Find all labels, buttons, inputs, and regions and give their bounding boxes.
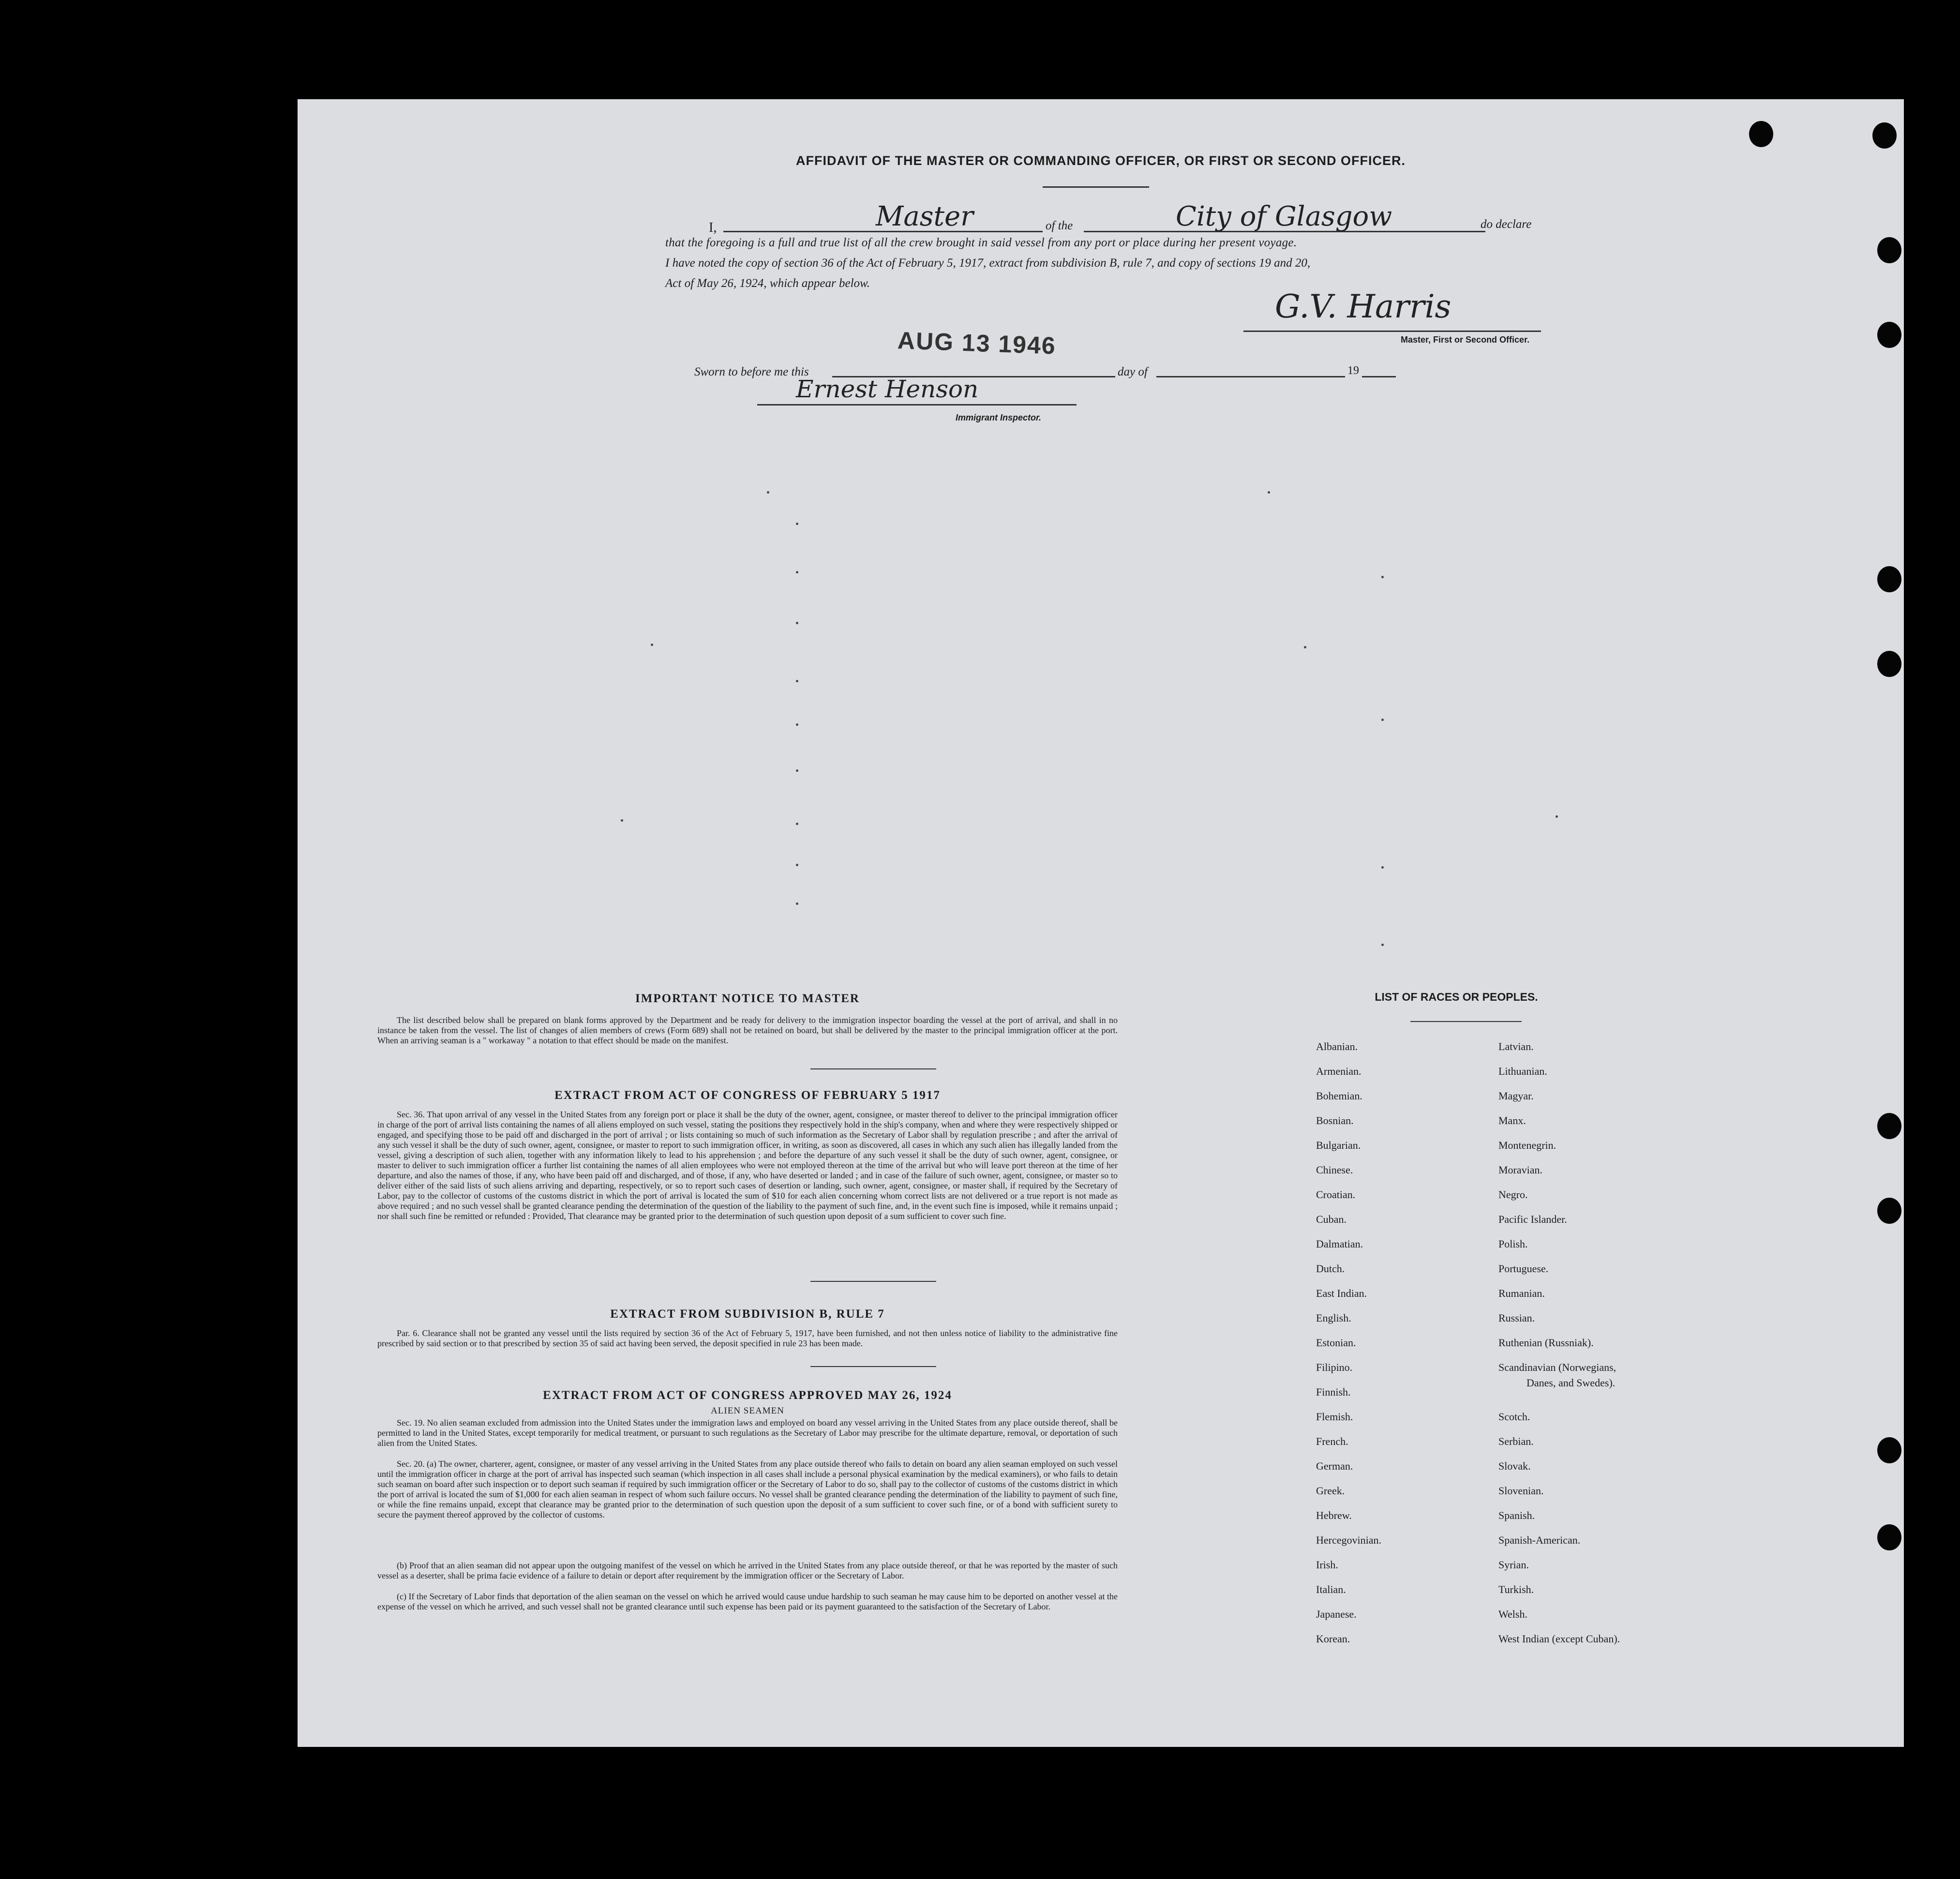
binder-hole xyxy=(1877,322,1901,348)
of-the-label: of the xyxy=(1046,219,1073,232)
inspector-line xyxy=(757,404,1077,406)
affidavit-line-3: Act of May 26, 1924, which appear below. xyxy=(665,277,870,290)
inspector-signature: Ernest Henson xyxy=(796,375,979,403)
binder-hole xyxy=(1877,1113,1901,1139)
race-item: Estonian. xyxy=(1316,1337,1356,1349)
binder-hole xyxy=(1877,651,1901,677)
extract-1917-text: Sec. 36. That upon arrival of any vessel in the United States from any foreign port or place it shall be the duty of the owner, agent, consignee, or master thereof to deliver to the principal immigration officer in charge of the port of arrival lists containing the names of all aliens employed on such vessel, stating the positions they respectively hold in the ship's company, when and where they were respectively shipped or engaged, and specifying those to be paid off and discharged in the port of arrival ; or lists containing so much of such information as the Secretary of Labor shall by regulation prescribe ; and after the arrival of any such vessel it shall be the duty of such owner, agent, consignee, or master to report to such immigration officer, in writing, as soon as discovered, all cases in which any such alien has illegally landed from the vessel, giving a description of such alien, together with any information likely to lead to his apprehension ; and before the departure of any such vessel it shall be the duty of such owner, agent, consignee, or master to deliver to such immigration officer a further list containing the names of all alien employees who were not employed thereon at the time of the arrival but who will leave port thereon at the time of her departure, and also the names of those, if any, who have been paid off and discharged, and of those, if any, who have deserted or landed ; and in case of the failure of such owner, agent, consignee, or master so to deliver either of the said lists of such aliens arriving and departing, respectively, or so to report such cases of desertion or landing, such owner, agent, consignee, or master shall, if required by the Secretary of Labor, pay to the collector of customs of the customs district in which the port of arrival is located the sum of $10 for each alien concerning whom correct lists are not delivered or a true report is not made as above required ; and no such vessel shall be granted clearance pending the determination of the question of the liability to the payment of such fine, and, in the event such fine is imposed, while it remains unpaid ; nor shall such fine be remitted or refunded : Provided, That clearance may be granted prior to the determination of such question upon deposit of a sum sufficient to cover such fine. xyxy=(377,1110,1118,1221)
race-item: Polish. xyxy=(1498,1238,1528,1250)
race-item: Lithuanian. xyxy=(1498,1065,1547,1077)
race-item: Irish. xyxy=(1316,1559,1338,1571)
race-item: Scotch. xyxy=(1498,1411,1530,1423)
do-declare-label: do declare xyxy=(1481,218,1532,231)
sworn-year-line xyxy=(1362,376,1396,377)
race-item: Korean. xyxy=(1316,1633,1350,1645)
print-speck xyxy=(1381,719,1384,721)
extract-1924-subtitle: ALIEN SEAMEN xyxy=(711,1406,784,1416)
binder-hole xyxy=(1877,1524,1901,1550)
race-item: Moravian. xyxy=(1498,1164,1543,1176)
race-item: Cuban. xyxy=(1316,1213,1347,1225)
extract-1924-sec20b: (b) Proof that an alien seaman did not appear upon the outgoing manifest of the vessel on which he arrived in the United States from any place outside thereof, or that he was reported by the master of such vessel as a deserter, shall be prima facie evidence of a failure to detain or deport after requirement by the immigration officer or the Secretary of Labor. xyxy=(377,1561,1118,1580)
race-item: Filipino. xyxy=(1316,1361,1353,1373)
race-item: Greek. xyxy=(1316,1485,1345,1497)
handwritten-vessel: City of Glasgow xyxy=(1176,201,1392,232)
extract-1917-rule xyxy=(810,1281,936,1282)
notice-text: The list described below shall be prepared on blank forms approved by the Department and be ready for delivery to the immigration inspector boarding the vessel at the port of arrival, and shall in no instance be taken from the vessel. The list of changes of alien members of crews (Form 689) shall not be retained on board, but shall be delivered by the master to the principal immigration officer at the port. When an arriving seaman is a " workaway " a notation to that effect should be made on the manifest. xyxy=(377,1015,1118,1045)
print-speck xyxy=(796,571,798,573)
race-item: Slovenian. xyxy=(1498,1485,1544,1497)
binder-hole xyxy=(1749,121,1773,147)
print-speck xyxy=(1556,815,1558,818)
race-item: Chinese. xyxy=(1316,1164,1353,1176)
signature-line xyxy=(1243,331,1541,332)
race-item: Welsh. xyxy=(1498,1608,1527,1620)
master-caption xyxy=(1401,335,1529,345)
print-speck xyxy=(796,622,798,624)
race-item: Croatian. xyxy=(1316,1188,1356,1201)
race-item: English. xyxy=(1316,1312,1351,1324)
race-item: Spanish. xyxy=(1498,1509,1535,1521)
race-item: Rumanian. xyxy=(1498,1287,1545,1299)
year-label: 19 xyxy=(1347,364,1359,377)
print-speck xyxy=(767,491,769,494)
race-item: East Indian. xyxy=(1316,1287,1367,1299)
race-item: Albanian. xyxy=(1316,1040,1358,1052)
rule7-text: Par. 6. Clearance shall not be granted any vessel until the lists required by section 36 of the Act of February 5, 1917, have been furnished, and not then unless notice of liability to the administrative fine prescribed by said section or to that prescribed by section 35 of said act having been served, the deposit specified in rule 23 has been made. xyxy=(377,1328,1118,1348)
race-item: Scandinavian (Norwegians, xyxy=(1498,1361,1616,1373)
race-item: Turkish. xyxy=(1498,1583,1534,1595)
print-speck xyxy=(1268,491,1270,494)
binder-hole xyxy=(1877,1198,1901,1224)
race-item: Dutch. xyxy=(1316,1263,1345,1275)
race-item: Latvian. xyxy=(1498,1040,1534,1052)
master-signature: G.V. Harris xyxy=(1275,288,1451,325)
race-item: Ruthenian (Russniak). xyxy=(1498,1337,1594,1349)
affidavit-line-2: I have noted the copy of section 36 of the Act of February 5, 1917, extract from subdivision B, rule 7, and copy of sections 19 and 20, xyxy=(665,256,1311,270)
race-item: Montenegrin. xyxy=(1498,1139,1556,1151)
binder-hole xyxy=(1877,566,1901,592)
races-title: LIST OF RACES OR PEOPLES. xyxy=(1375,991,1538,1003)
title-rule xyxy=(1043,186,1149,188)
print-speck xyxy=(796,723,798,726)
print-speck xyxy=(1381,866,1384,869)
race-item: Magyar. xyxy=(1498,1090,1534,1102)
race-item: Dalmatian. xyxy=(1316,1238,1363,1250)
extract-1924-sec19: Sec. 19. No alien seaman excluded from admission into the United States under the immigration laws and employed on board any vessel arriving in the United States from any place outside thereof, shall be permitted to land in the United States, except temporarily for medical treatment, or pursuant to such regulations as the Secretary of Labor may prescribe for the ultimate departure, removal, or deportation of such alien from the United States. xyxy=(377,1418,1118,1448)
race-item: Danes, and Swedes). xyxy=(1526,1377,1616,1389)
date-stamp: AUG 13 1946 xyxy=(897,327,1057,360)
race-item: Slovak. xyxy=(1498,1460,1531,1472)
race-item: Italian. xyxy=(1316,1583,1346,1595)
print-speck xyxy=(796,864,798,866)
notice-rule xyxy=(810,1068,936,1069)
print-speck xyxy=(1304,646,1306,648)
race-item: Finnish. xyxy=(1316,1386,1351,1398)
race-item: Portuguese. xyxy=(1498,1263,1549,1275)
print-speck xyxy=(651,644,653,646)
print-speck xyxy=(796,823,798,825)
race-item: Negro. xyxy=(1498,1188,1528,1201)
print-speck xyxy=(796,523,798,525)
print-speck xyxy=(796,902,798,905)
affidavit-title: AFFIDAVIT OF THE MASTER OR COMMANDING OFFICER, OR FIRST OR SECOND OFFICER. xyxy=(796,153,1406,168)
race-item: Russian. xyxy=(1498,1312,1535,1324)
binder-hole xyxy=(1877,1437,1901,1463)
binder-hole xyxy=(1872,122,1897,149)
binder-hole xyxy=(1877,237,1901,263)
race-item: Spanish-American. xyxy=(1498,1534,1581,1546)
race-item: West Indian (except Cuban). xyxy=(1498,1633,1620,1645)
race-item: Syrian. xyxy=(1498,1559,1529,1571)
print-speck xyxy=(796,769,798,772)
day-of-label: day of xyxy=(1118,365,1148,378)
extract-1924-title: EXTRACT FROM ACT OF CONGRESS APPROVED MAY 26, 1924 xyxy=(543,1389,952,1402)
race-item: Bohemian. xyxy=(1316,1090,1362,1102)
race-item: Bulgarian. xyxy=(1316,1139,1361,1151)
sworn-month-line xyxy=(1156,376,1345,377)
race-item: Armenian. xyxy=(1316,1065,1362,1077)
extract-1917-title: EXTRACT FROM ACT OF CONGRESS OF FEBRUARY 5 1917 xyxy=(554,1089,941,1102)
print-speck xyxy=(1381,576,1384,578)
handwritten-role: Master xyxy=(876,201,973,232)
affidavit-line-1: that the foregoing is a full and true list of all the crew brought in said vessel from any port or place during her present voyage. xyxy=(665,236,1297,249)
print-speck xyxy=(796,680,798,682)
affidavit-i: I, xyxy=(709,220,717,235)
rule7-rule xyxy=(810,1366,936,1367)
race-item: Manx. xyxy=(1498,1114,1526,1127)
race-item: Bosnian. xyxy=(1316,1114,1354,1127)
race-item: Flemish. xyxy=(1316,1411,1353,1423)
extract-1924-sec20a: Sec. 20. (a) The owner, charterer, agent, consignee, or master of any vessel arriving in the United States from any place outside thereof who fails to detain on board any alien seaman employed on such vessel until the immigration officer in charge at the port of arrival has inspected such seaman (which inspection in all cases shall include a personal physical examination by the medical examiners), or who fails to detain such seaman on board after such inspection or to deport such seaman if required by such immigration officer or the Secretary of Labor to do so, shall pay to the collector of customs of the customs district in which the port of arrival is located the sum of $1,000 for each alien seaman in respect of whom such failure occurs. No vessel shall be granted clearance pending the determination of the liability to payment of such fine, or while the fine remains unpaid, except that clearance may be granted prior to the determination of such question upon the deposit of a sum sufficient to cover such fine, or of a bond with sufficient surety to secure the payment thereof approved by the collector of customs. xyxy=(377,1459,1118,1519)
races-rule xyxy=(1410,1021,1522,1022)
master-caption-text: Master, First or Second Officer. xyxy=(1401,335,1530,345)
inspector-caption: Immigrant Inspector. xyxy=(956,413,1042,422)
race-item: Pacific Islander. xyxy=(1498,1213,1567,1225)
race-item: Japanese. xyxy=(1316,1608,1357,1620)
race-item: Hercegovinian. xyxy=(1316,1534,1381,1546)
notice-title: IMPORTANT NOTICE TO MASTER xyxy=(635,992,860,1005)
sworn-label: Sworn to before me this xyxy=(694,365,809,378)
race-item: Hebrew. xyxy=(1316,1509,1352,1521)
extract-1924-sec20c: (c) If the Secretary of Labor finds that deportation of the alien seaman on the vessel on which he arrived would cause undue hardship to such seaman he may cause him to be deported on another vessel at the expense of the vessel on which he arrived, and such vessel shall not be granted clearance until such expense has been paid or its payment guaranteed to the satisfaction of the Secretary of Labor. xyxy=(377,1592,1118,1611)
rule7-title: EXTRACT FROM SUBDIVISION B, RULE 7 xyxy=(610,1308,885,1321)
race-item: German. xyxy=(1316,1460,1353,1472)
race-item: Serbian. xyxy=(1498,1435,1534,1447)
race-item: French. xyxy=(1316,1435,1348,1447)
print-speck xyxy=(621,819,623,822)
document-page xyxy=(298,99,1904,1747)
print-speck xyxy=(1381,944,1384,946)
